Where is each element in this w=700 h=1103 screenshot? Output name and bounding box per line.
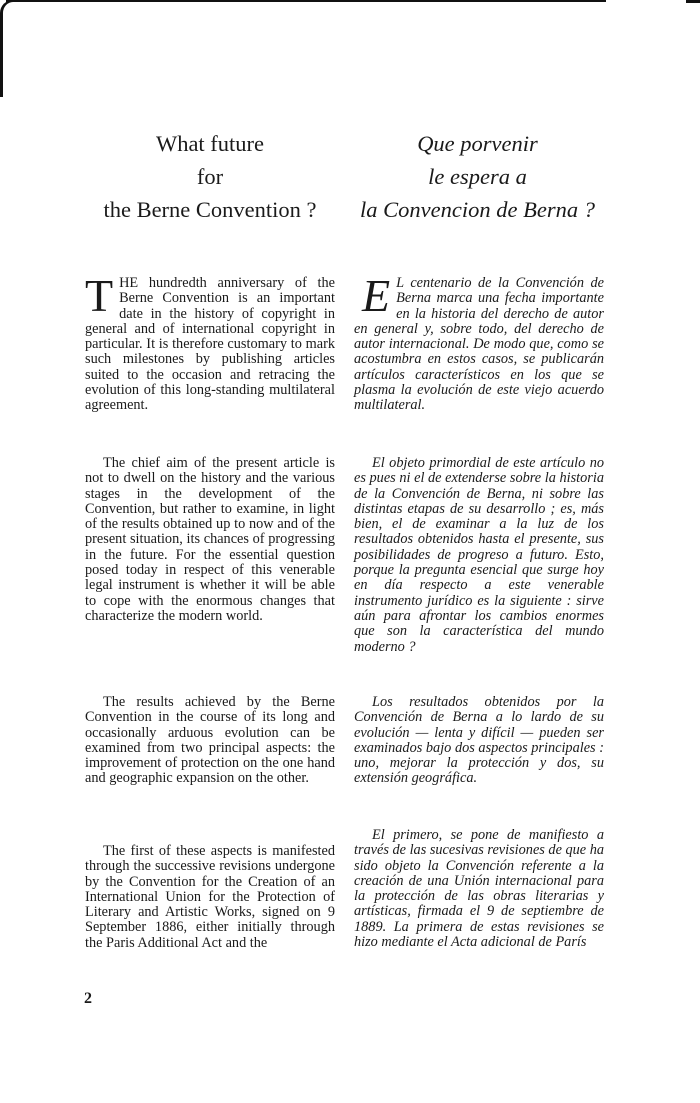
spanish-paragraph-1-text: L centenario de la Convención de Berna marca una fecha importante en la historia del derecho de autor en general y, sobre todo, del derecho de autor internacional. De modo que, como se acostumbra en estos casos, se publicarán artículos característicos en los que se plasma la evolución de este viejo acuerdo multilateral. xyxy=(354,275,604,414)
drop-cap-english: T xyxy=(85,270,114,321)
page-corner-edge xyxy=(0,0,13,97)
title-spanish xyxy=(345,127,610,226)
drop-cap-spanish: E xyxy=(362,270,391,321)
spanish-paragraph-1 xyxy=(354,270,604,414)
spanish-paragraph-2: El objeto primordial de este artículo no es pues ni el de extenderse sobre la historia de la Convención de Berna, ni sobre las distintas etapas de su desarrollo ; es, más bien, el de examinar a la luz de los resultados obtenidos hasta el presente, sus posibilidades de progreso a futuro. Esto, porque la pregunta esencial que surge hoy en día respecto a este venerable instrumento jurídico es la siguiente : sirve aún para afrontar los cambios enormes que son la característica del mundo moderno ? xyxy=(354,455,604,655)
english-paragraph-4: The first of these aspects is manifested through the successive revisions undergone by the Convention for the Creation of an International Union for the Protection of Literary and Artistic Works, signed on 9 September 1886, either initially through the Paris Additional Act and the xyxy=(85,843,335,951)
title-spanish-line: la Convencion de Berna ? xyxy=(360,197,595,222)
page-top-edge xyxy=(6,0,606,2)
title-spanish-line: le espera a xyxy=(428,164,527,189)
title-english xyxy=(75,127,345,226)
title-english-line: the Berne Convention ? xyxy=(103,197,317,222)
page-right-edge xyxy=(686,0,700,3)
english-paragraph-1 xyxy=(85,270,335,414)
title-english-line: for xyxy=(196,164,224,189)
english-paragraph-3: The results achieved by the Berne Convention in the course of its long and occasionally arduous evolution can be examined from two principal aspects: the improvement of protection on the one hand and geographic expansion on the other. xyxy=(85,694,335,787)
page-number: 2 xyxy=(84,990,92,1007)
spanish-paragraph-3: Los resultados obtenidos por la Convención de Berna a lo lardo de su evolución — lenta y difícil — pueden ser examinados bajo dos aspectos principales : uno, mejorar la protección y dos, su extensión geográfica. xyxy=(354,694,604,787)
spanish-paragraph-4: El primero, se pone de manifiesto a través de las sucesivas revisiones de que ha sido objeto la Convención referente a la creación de una Unión internacional para la protección de las obras literarias y artísticas, firmada el 9 de septiembre de 1889. La primera de estas revisiones se hizo mediante el Acta adicional de París xyxy=(354,827,605,951)
title-english-line: What future xyxy=(155,131,265,156)
english-paragraph-2: The chief aim of the present article is not to dwell on the history and the various stages in the development of the Convention, but rather to examine, in light of the results obtained up to now and of the present situation, its chances of progressing in the future. For the essential question posed today in respect of this venerable legal instrument is whether it will be able to cope with the enormous changes that characterize the modern world. xyxy=(85,455,335,624)
english-paragraph-1-text: HE hundredth anniversary of the Berne Convention is an important date in the history of copyright in general and of international copyright in particular. It is therefore customary to mark such milestones by publishing articles suited to the occasion and retracing the evolution of this long-standing multilateral agreement. xyxy=(85,275,335,414)
title-spanish-line: Que porvenir xyxy=(417,131,538,156)
